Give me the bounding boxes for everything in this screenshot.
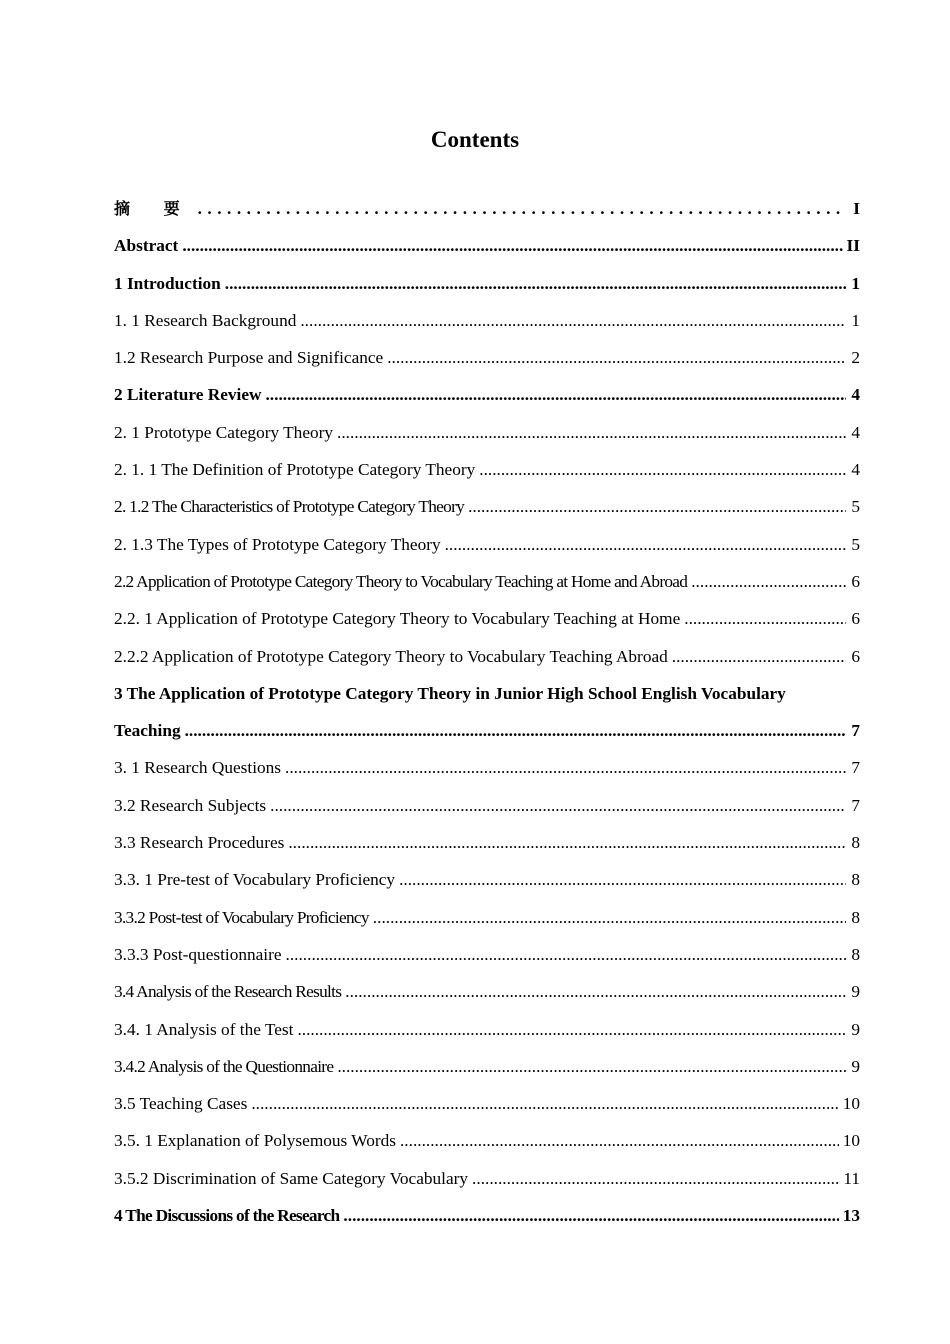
toc-entry-3-3-3[interactable] (114, 936, 860, 973)
dot-leader (343, 1197, 838, 1234)
page-title: Contents (430, 127, 520, 152)
toc-page-number: I (853, 199, 860, 218)
toc-entry-text: 2 Literature Review (114, 385, 262, 405)
toc-page-number: 9 (851, 1056, 860, 1076)
toc-entry-3-5-1[interactable] (114, 1122, 860, 1159)
toc-entry-text: 2. 1.3 The Types of Prototype Category Theory (114, 534, 441, 554)
dot-leader (300, 302, 846, 339)
toc-entry-2-1[interactable] (114, 414, 860, 451)
toc-entry-text: 1.2 Research Purpose and Significance (114, 348, 384, 368)
toc-entry-text: 2. 1.2 The Characteristics of Prototype Category Theory (114, 497, 465, 517)
toc-page-number: 5 (851, 497, 860, 517)
toc-entry-text: 3.4. 1 Analysis of the Test (114, 1019, 294, 1039)
toc-page-number: 4 (851, 422, 860, 442)
dot-leader (285, 749, 846, 786)
toc-entry-text: 3.3.2 Post-test of Vocabulary Proficiency (114, 907, 369, 927)
toc-page-number: 7 (851, 721, 860, 741)
dot-leader (399, 861, 846, 898)
toc-entry-text: 3.4 Analysis of the Research Results (114, 982, 342, 1002)
toc-entry-2-1-2[interactable] (114, 488, 860, 525)
dot-leader (468, 488, 846, 525)
toc-entry-3-2[interactable] (114, 787, 860, 824)
toc-page-number: 7 (851, 795, 860, 815)
toc-page-number: 4 (851, 385, 860, 405)
toc-page-number: 2 (851, 348, 860, 368)
dot-leader (297, 1011, 846, 1048)
dot-leader (270, 787, 846, 824)
toc-entry-3-3-1[interactable] (114, 861, 860, 898)
toc-page-number: 10 (842, 1131, 860, 1151)
toc-entry-text: 3.5 Teaching Cases (114, 1094, 248, 1114)
toc-entry-text: 3.3.3 Post-questionnaire (114, 944, 282, 964)
dot-leader (337, 1048, 846, 1085)
dot-leader (286, 936, 846, 973)
toc-entry-text: 3.5. 1 Explanation of Polysemous Words (114, 1131, 396, 1151)
toc-page-number: 9 (851, 1019, 860, 1039)
dot-leader (337, 414, 846, 451)
dot-leader (479, 451, 846, 488)
toc-entry-2[interactable] (114, 376, 860, 413)
toc-entry-2-1-1[interactable] (114, 451, 860, 488)
toc-page-number: 9 (851, 982, 860, 1002)
toc-entry-text: 3.5.2 Discrimination of Same Category Vocabulary (114, 1168, 469, 1188)
table-of-contents (114, 190, 860, 1234)
toc-entry-3-5[interactable] (114, 1085, 860, 1122)
toc-entry-text: 2.2 Application of Prototype Category Theory to Vocabulary Teaching at Home and Abroad (114, 571, 688, 591)
dot-leader (182, 227, 842, 264)
toc-entry-text: 3.3. 1 Pre-test of Vocabulary Proficiency (114, 870, 396, 890)
toc-entry-text: 3. 1 Research Questions (114, 758, 282, 778)
toc-entry-text: 3 The Application of Prototype Category Theory in Junior High School English Vocabulary (114, 683, 786, 703)
toc-entry-abstract[interactable] (114, 227, 860, 264)
toc-entry-text: 摘 要 (114, 199, 194, 218)
toc-entry-text: 3.2 Research Subjects (114, 795, 267, 815)
toc-entry-text: 2. 1 Prototype Category Theory (114, 422, 334, 442)
dot-leader (251, 1085, 838, 1122)
dot-leader (684, 600, 846, 637)
toc-entry-1-2[interactable] (114, 339, 860, 376)
toc-page-number: 1 (851, 273, 860, 293)
toc-page-number: 5 (851, 534, 860, 554)
dot-leader (472, 1160, 839, 1197)
dot-leader (288, 824, 846, 861)
toc-entry-4[interactable] (114, 1197, 860, 1234)
toc-entry-3-4-1[interactable] (114, 1011, 860, 1048)
toc-page-number: 8 (851, 907, 860, 927)
toc-entry-3-4[interactable] (114, 973, 860, 1010)
dot-leader (400, 1122, 839, 1159)
toc-entry-text: 2.2. 1 Application of Prototype Category Theory to Vocabulary Teaching at Home (114, 609, 681, 629)
toc-entry-text: Abstract (114, 236, 179, 256)
toc-page-number: 6 (851, 571, 860, 591)
toc-page-number: 8 (851, 833, 860, 853)
toc-entry-3-5-2[interactable] (114, 1160, 860, 1197)
toc-page-number: 6 (851, 646, 860, 666)
toc-entry-text: 1. 1 Research Background (114, 310, 297, 330)
toc-entry-3-3-2[interactable] (114, 899, 860, 936)
toc-entry-3-1[interactable] (114, 749, 860, 786)
dot-leader (345, 973, 846, 1010)
toc-entry-2-1-3[interactable] (114, 526, 860, 563)
toc-page-number: 11 (843, 1168, 860, 1188)
toc-entry-1[interactable] (114, 265, 860, 302)
toc-entry-2-2-1[interactable] (114, 600, 860, 637)
toc-entry-3-continued[interactable] (114, 712, 860, 749)
toc-page-number: 4 (851, 460, 860, 480)
toc-page-number: 7 (851, 758, 860, 778)
dot-leader (265, 376, 846, 413)
dot-leader (387, 339, 846, 376)
dot-leader (225, 265, 846, 302)
toc-page-number: 1 (851, 310, 860, 330)
toc-entry-3[interactable] (114, 675, 860, 712)
toc-entry-2-2[interactable] (114, 563, 860, 600)
toc-entry-1-1[interactable] (114, 302, 860, 339)
toc-entry-abstract-cn[interactable] (114, 190, 860, 227)
toc-entry-3-4-2[interactable] (114, 1048, 860, 1085)
toc-entry-text: 3.4.2 Analysis of the Questionnaire (114, 1056, 334, 1076)
dot-leader (691, 563, 846, 600)
dot-leader (672, 638, 846, 675)
toc-entry-text: Teaching (114, 721, 181, 741)
toc-entry-text: 2. 1. 1 The Definition of Prototype Category Theory (114, 460, 476, 480)
toc-entry-text: 4 The Discussions of the Research (114, 1206, 340, 1226)
dot-leader (373, 899, 846, 936)
toc-page-number: 8 (851, 944, 860, 964)
dot-leader (445, 526, 846, 563)
toc-entry-text: 2.2.2 Application of Prototype Category Theory to Vocabulary Teaching Abroad (114, 646, 668, 666)
toc-page-number: II (846, 236, 860, 256)
toc-page-number: 10 (842, 1094, 860, 1114)
toc-page-number: 8 (851, 870, 860, 890)
toc-entry-3-3[interactable] (114, 824, 860, 861)
toc-entry-2-2-2[interactable] (114, 638, 860, 675)
dot-leader (198, 190, 846, 227)
toc-page-number: 13 (842, 1206, 860, 1226)
toc-entry-text: 3.3 Research Procedures (114, 833, 285, 853)
toc-page-number: 6 (851, 609, 860, 629)
dot-leader (185, 712, 846, 749)
toc-entry-text: 1 Introduction (114, 273, 221, 293)
